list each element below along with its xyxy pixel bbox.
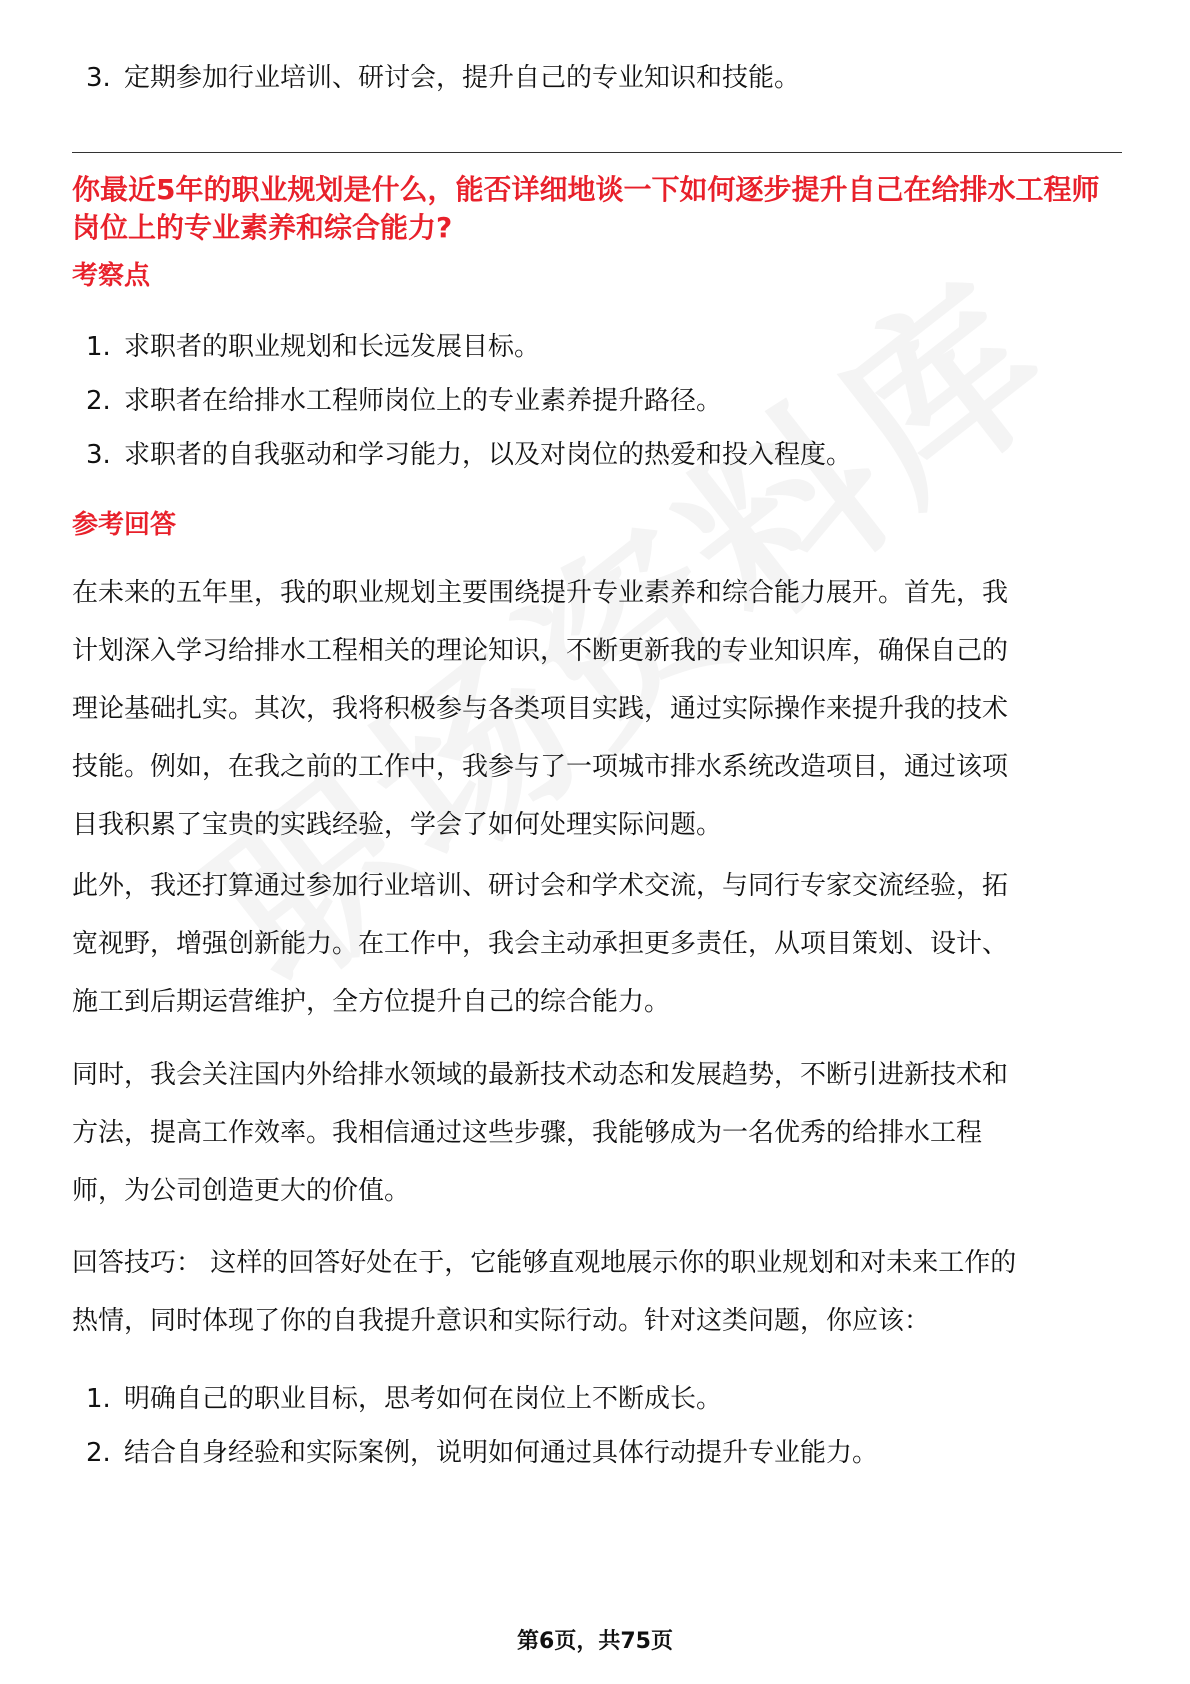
text-line: 同时，我会关注国内外给排水领域的最新技术动态和发展趋势，不断引进新技术和 — [72, 1060, 1009, 1090]
answer-tips-paragraph — [72, 1234, 1122, 1350]
point-item-3: 3. 求职者的自我驱动和学习能力，以及对岗位的热爱和投入程度。 — [86, 440, 853, 470]
tip-item-1: 1. 明确自己的职业目标，思考如何在岗位上不断成长。 — [86, 1384, 723, 1414]
text-line: 师，为公司创造更大的价值。 — [72, 1176, 411, 1206]
text-line: 方法，提高工作效率。我相信通过这些步骤，我能够成为一名优秀的给排水工程 — [72, 1118, 983, 1148]
text-line: 在未来的五年里，我的职业规划主要围绕提升专业素养和综合能力展开。首先，我 — [72, 578, 1009, 608]
text-line: 回答技巧： 这样的回答好处在于，它能够直观地展示你的职业规划和对未来工作的 — [72, 1248, 1017, 1278]
tip-item-2: 2. 结合自身经验和实际案例，说明如何通过具体行动提升专业能力。 — [86, 1438, 879, 1468]
text-line: 宽视野，增强创新能力。在工作中，我会主动承担更多责任，从项目策划、设计、 — [72, 929, 1009, 959]
answer-paragraph-1 — [72, 564, 1122, 854]
prev-list-item: 3. 定期参加行业培训、研讨会，提升自己的专业知识和技能。 — [86, 63, 801, 93]
text-line: 计划深入学习给排水工程相关的理论知识，不断更新我的专业知识库，确保自己的 — [72, 636, 1009, 666]
page-number: 第6页，共75页 — [517, 1629, 673, 1654]
text-line: 此外，我还打算通过参加行业培训、研讨会和学术交流，与同行专家交流经验，拓 — [72, 871, 1009, 901]
text-line: 施工到后期运营维护，全方位提升自己的综合能力。 — [72, 987, 671, 1017]
answer-paragraph-2 — [72, 857, 1122, 1031]
answer-label: 参考回答 — [72, 510, 177, 540]
text-line: 技能。例如，在我之前的工作中，我参与了一项城市排水系统改造项目，通过该项 — [72, 752, 1009, 782]
point-item-1: 1. 求职者的职业规划和长远发展目标。 — [86, 332, 541, 362]
text-line: 目我积累了宝贵的实践经验，学会了如何处理实际问题。 — [72, 810, 723, 840]
point-item-2: 2. 求职者在给排水工程师岗位上的专业素养提升路径。 — [86, 386, 723, 416]
points-label: 考察点 — [72, 261, 151, 291]
question-heading: 你最近5年的职业规划是什么，能否详细地谈一下如何逐步提升自己在给排水工程师岗位上的专业素养和综合能力? — [72, 173, 1100, 244]
section-divider — [72, 152, 1122, 153]
text-line: 热情，同时体现了你的自我提升意识和实际行动。针对这类问题，你应该： — [72, 1306, 931, 1336]
answer-paragraph-3 — [72, 1046, 1122, 1220]
text-line: 理论基础扎实。其次，我将积极参与各类项目实践，通过实际操作来提升我的技术 — [72, 694, 1009, 724]
